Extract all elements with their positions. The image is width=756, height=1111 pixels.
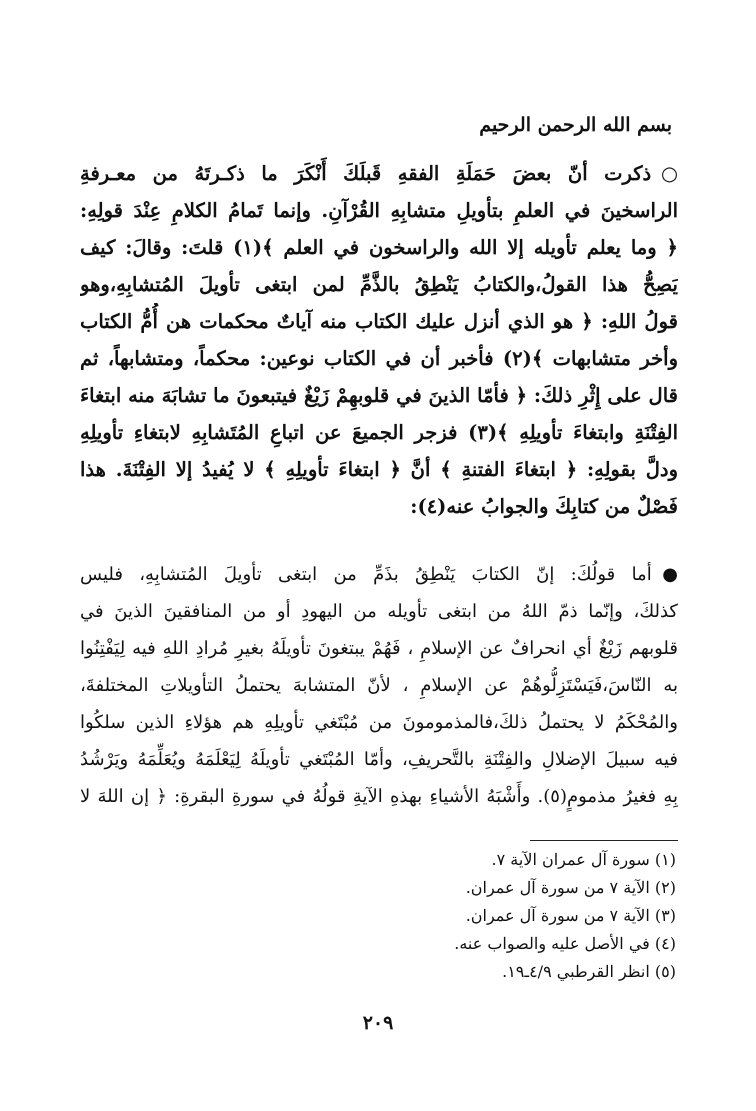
paragraph-question (80, 155, 678, 525)
footnote-item: (٣) الآية ٧ من سورة آل عمران. (465, 906, 676, 925)
text-line: يَصِحُّ هذا القولُ،والكتابُ يَنْطِقُ بالذَّمِّ لمن ابتغى تأويلَ المُتشابِهِ،وهو (80, 273, 678, 296)
text-line: قال على إِثْرِ ذلكَ: ﴿ فأمّا الذينَ في قلوبهِمْ زَيْغٌ فيتبعونَ ما تشابَهَ منه ابتغاءَ (80, 384, 678, 407)
text-line: الراسخينَ في العلمِ بتأويلِ متشابِهِ القُرْآنِ. وإنما تَمامُ الكلامِ عِنْدَ قولِهِ: (80, 199, 678, 222)
paragraph-answer (80, 556, 678, 815)
page-number: ٢٠٩ (362, 1012, 394, 1034)
text-line: ودلَّ بقولِهِ: ﴿ ابتغاءَ الفتنةِ ﴾ أنَّ ﴿ ابتغاءَ تأويلِهِ ﴾ لا يُفيدُ إلا الفِتْنَةَ. هذا (80, 458, 678, 481)
text-line: الفِتْنَةِ وابتغاءَ تأويلِهِ ﴾(٣) فزجر الجميعَ عن اتباعِ المُتَشابِهِ لابتغاءِ تأويلِهِ (80, 421, 678, 444)
basmala-heading: بسم الله الرحمن الرحيم (479, 114, 672, 136)
text-line: قلوبهم زَيْغٌ أي انحرافٌ عن الإسلامِ ، فَهُمْ يبتغونَ تأويلَهُ بغيرِ مُرادِ اللهِ فيه لِيَفْتِنُوا (80, 638, 678, 659)
text-line: والمُحْكَمُ لا يحتملُ ذلكَ،فالمذمومونَ من مُبْتَغي تأويلِهِ هم هؤلاءِ الذين سلكُوا (80, 712, 678, 733)
text-line: ●أما قولُكَ: إنّ الكتابَ يَنْطِقُ بذَمِّ من ابتغى تأويلَ المُتشابِهِ، فليس (80, 564, 678, 585)
footnote-separator (530, 840, 678, 841)
footnotes-list (376, 846, 676, 986)
footnote-item: (١) سورة آل عمران الآية ٧. (491, 850, 676, 869)
footnote-item: (٤) في الأصل عليه والصواب عنه. (454, 934, 676, 953)
text-line: ○ذكرت أنّ بعضَ حَمَلَةِ الفقهِ قَبلَكَ أَنْكَرَ ما ذكـرتَهُ من معـرفةِ (80, 162, 678, 185)
text-line: ﴿ وما يعلم تأويله إلا الله والراسخون في العلم ﴾(١) قلتَ: وقالَ: كيف (80, 236, 678, 259)
text-line: كذلكَ، وإنّما ذمّ اللهُ من ابتغى تأويله من اليهودِ أو من المنافقينَ الذينَ في (80, 601, 678, 622)
text-line: بِهِ فغيرُ مذمومٍ(٥). وأَشْبَهُ الأشياءِ بهذهِ الآيةِ قولُهُ في سورةِ البقرةِ: ﴿ إن اللهَ لا (80, 786, 678, 807)
text-line: فَصْلٌ من كتابِكَ والجوابُ عنه(٤): (410, 495, 678, 518)
text-line: وأخر متشابهات ﴾(٢) فأخبر أن في الكتاب نوعين: محكماً، ومتشابهاً، ثم (80, 347, 678, 370)
text-line: فيه سبيلَ الإضلالِ والفِتْنَةِ بالتَّحريفِ، وأمّا المُبْتَغي تأويلَهُ لِيَعْلَمَهُ ويُعَلِّمَهُ ويَرْشُدُ (80, 749, 678, 770)
text-line: قولُ اللهِ: ﴿ هو الذي أنزل عليك الكتاب منه آياتٌ محكمات هن أُمُّ الكتاب (80, 310, 678, 333)
footnote-item: (٥) انظر القرطبي ٤/٩ـ١٩. (502, 962, 676, 981)
footnote-item: (٢) الآية ٧ من سورة آل عمران. (465, 878, 676, 897)
text-line: به النّاسَ،فَيَسْتَزِلُّوهُمْ عن الإسلامِ ، لأنّ المتشابهَ يحتملُ التأويلاتِ المختلفةَ، (80, 675, 678, 696)
